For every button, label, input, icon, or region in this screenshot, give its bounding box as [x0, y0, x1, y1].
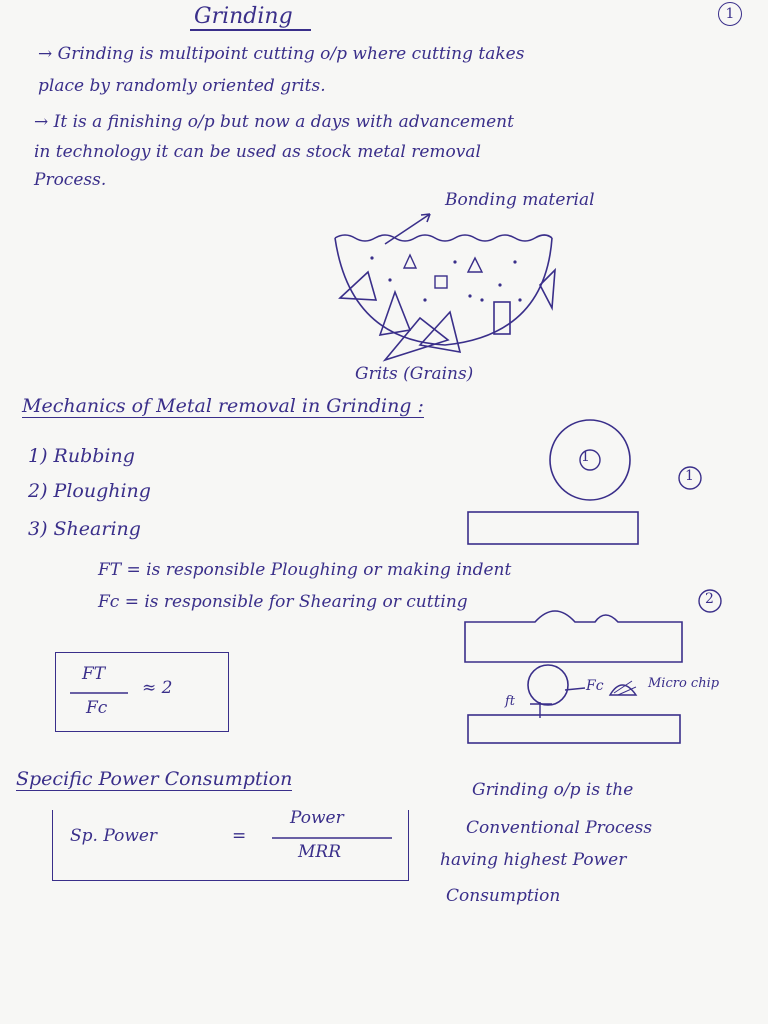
grit-circle: [528, 665, 568, 705]
bond-surface: [335, 235, 552, 241]
workpiece-2: [465, 611, 682, 662]
wheel-number: 1: [581, 449, 590, 465]
fc-description: Fc = is responsible for Shearing or cutting: [98, 592, 468, 612]
grit-9: [435, 276, 447, 288]
mechanics-item-shearing: 3) Shearing: [28, 518, 141, 540]
workpiece-1: [468, 512, 638, 544]
micro-chip-label: Micro chip: [648, 676, 720, 691]
power-note-1: Grinding o/p is the: [472, 780, 634, 800]
power-lhs: Sp. Power: [70, 826, 158, 846]
intro-line-5: Process.: [34, 170, 107, 190]
power-numerator: Power: [290, 808, 344, 828]
page-number: 1: [718, 2, 742, 26]
marker-2: 2: [705, 591, 714, 607]
intro-line-3: → It is a finishing o/p but now a days with advancement: [34, 112, 514, 132]
marker-1: 1: [685, 468, 694, 484]
power-note-4: Consumption: [446, 886, 561, 906]
ratio-numerator: FT: [82, 664, 106, 684]
power-equals: =: [232, 826, 247, 846]
grit-2: [380, 292, 410, 335]
grit-6: [540, 270, 555, 308]
mechanics-item-rubbing: 1) Rubbing: [28, 445, 135, 467]
fig-ft-label: ft: [505, 694, 516, 709]
bonding-arrow: [385, 214, 430, 244]
intro-line-2: place by randomly oriented grits.: [38, 76, 326, 96]
grits-label: Grits (Grains): [355, 364, 474, 384]
power-heading: Specific Power Consumption: [16, 768, 293, 790]
mechanics-item-ploughing: 2) Ploughing: [28, 480, 151, 502]
power-note-3: having highest Power: [440, 850, 627, 870]
power-denominator: MRR: [298, 842, 342, 862]
ratio-value: ≈ 2: [142, 678, 173, 698]
wheel-circle: [550, 420, 630, 500]
intro-line-4: in technology it can be used as stock metal removal: [34, 142, 481, 162]
intro-line-1: → Grinding is multipoint cutting o/p where cutting takes: [38, 44, 525, 64]
grit-7: [404, 255, 416, 268]
bonding-material-label: Bonding material: [445, 190, 595, 210]
power-note-2: Conventional Process: [466, 818, 653, 838]
page-title: Grinding: [190, 4, 311, 31]
mechanics-heading: Mechanics of Metal removal in Grinding :: [22, 395, 424, 417]
wheel-bowl: [335, 238, 552, 345]
ratio-denominator: Fc: [86, 698, 108, 718]
grit-8: [468, 258, 482, 272]
ft-description: FT = is responsible Ploughing or making indent: [98, 560, 512, 580]
grit-4: [420, 312, 460, 352]
fig-fc-label: Fc: [586, 678, 604, 694]
workpiece-3: [468, 715, 680, 743]
